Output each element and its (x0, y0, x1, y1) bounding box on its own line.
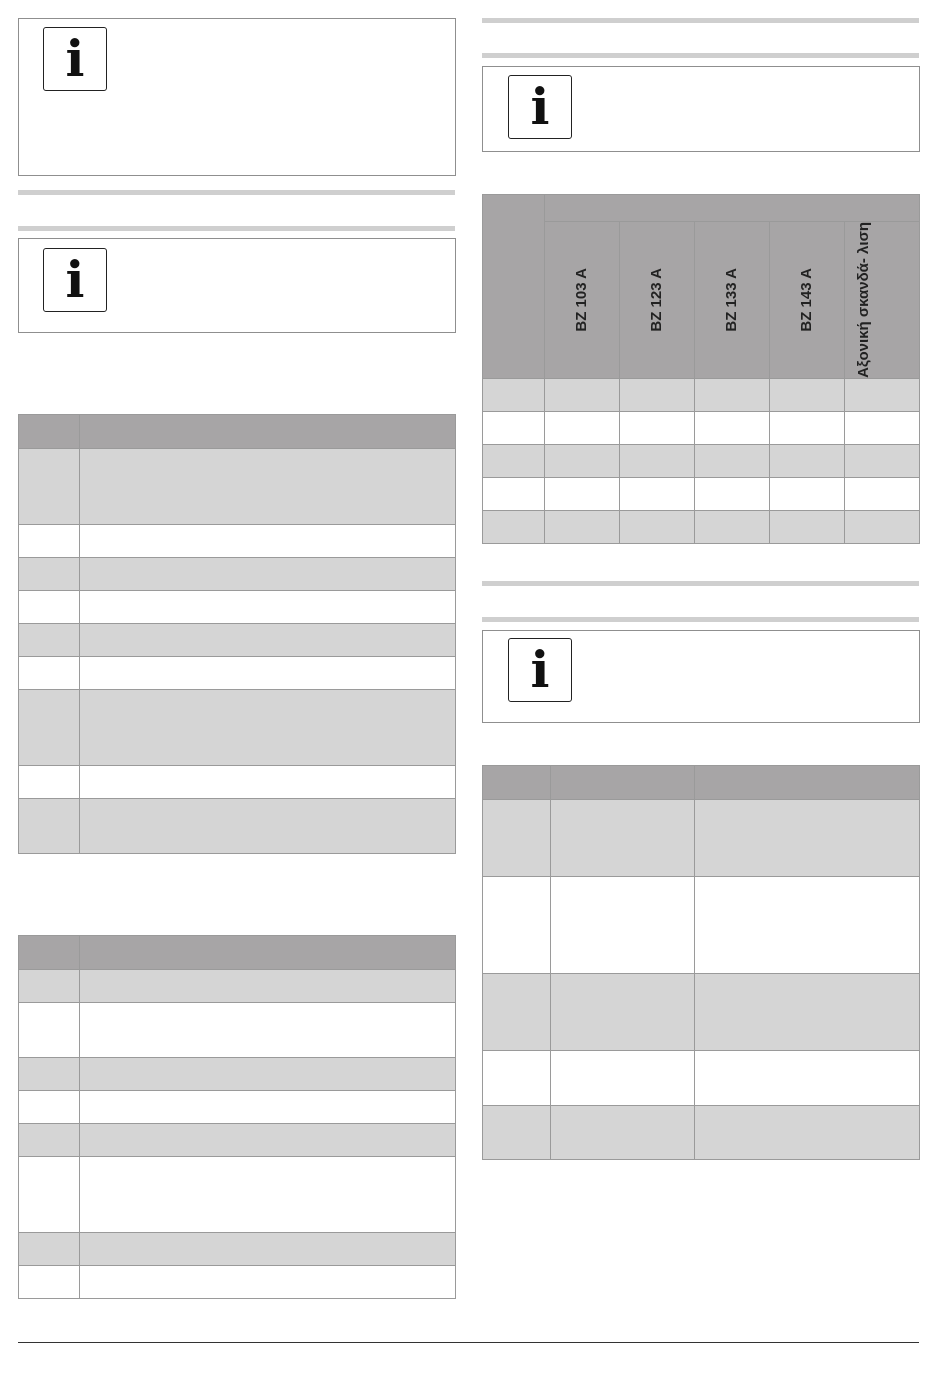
table-row (19, 1003, 456, 1058)
table-row (19, 1091, 456, 1124)
section-divider (482, 53, 919, 58)
table-row (19, 970, 456, 1003)
right-table-2 (482, 765, 920, 1160)
info-notice-box-1 (18, 18, 456, 176)
table-row (19, 799, 456, 854)
table-header-row (483, 222, 920, 379)
table-row (19, 558, 456, 591)
table-header-group-cell (545, 195, 920, 222)
column-header-bz-123a: BZ 123 A (620, 222, 695, 379)
table-header-row (19, 936, 456, 970)
table-row (483, 877, 920, 974)
table-header-cell (80, 415, 456, 449)
table-header-cell (19, 936, 80, 970)
table-row (483, 974, 920, 1051)
section-divider (18, 226, 455, 231)
info-notice-box-2 (18, 238, 456, 333)
left-table-2 (18, 935, 456, 1299)
table-row (483, 800, 920, 877)
table-row (19, 657, 456, 690)
section-divider (482, 581, 919, 586)
table-header-cell (483, 195, 545, 379)
bz-model-table (482, 194, 920, 544)
table-row (19, 1058, 456, 1091)
table-header-cell (695, 766, 920, 800)
column-header-bz-103a: BZ 103 A (545, 222, 620, 379)
info-icon: i (43, 248, 107, 312)
table-header-row (483, 195, 920, 222)
column-header-bz-133a: BZ 133 A (695, 222, 770, 379)
info-icon: i (508, 75, 572, 139)
table-header-cell (80, 936, 456, 970)
table-row (19, 624, 456, 657)
table-row (483, 510, 920, 543)
table-header-row (483, 766, 920, 800)
info-icon: i (508, 638, 572, 702)
column-header-bz-143a: BZ 143 A (770, 222, 845, 379)
table-row (19, 1124, 456, 1157)
table-row (19, 525, 456, 558)
info-notice-box-3 (482, 66, 920, 152)
table-row (19, 1157, 456, 1233)
section-divider (482, 18, 919, 23)
section-divider (18, 190, 455, 195)
column-header-axial-scarification: Αξονική σκανδά- λιση (845, 222, 920, 379)
table-row (483, 477, 920, 510)
info-notice-box-4 (482, 630, 920, 723)
table-row (19, 766, 456, 799)
table-row (483, 1051, 920, 1106)
table-row (19, 449, 456, 525)
table-row (483, 1106, 920, 1160)
table-row (19, 591, 456, 624)
left-table-1 (18, 414, 456, 854)
table-header-cell (19, 415, 80, 449)
info-icon: i (43, 27, 107, 91)
section-divider (482, 617, 919, 622)
table-row (19, 690, 456, 766)
table-header-cell (483, 766, 551, 800)
table-row (483, 378, 920, 411)
table-row (19, 1233, 456, 1266)
table-header-cell (551, 766, 695, 800)
table-row (483, 411, 920, 444)
table-header-row (19, 415, 456, 449)
table-row (19, 1266, 456, 1299)
footer-rule (18, 1342, 919, 1343)
table-row (483, 444, 920, 477)
